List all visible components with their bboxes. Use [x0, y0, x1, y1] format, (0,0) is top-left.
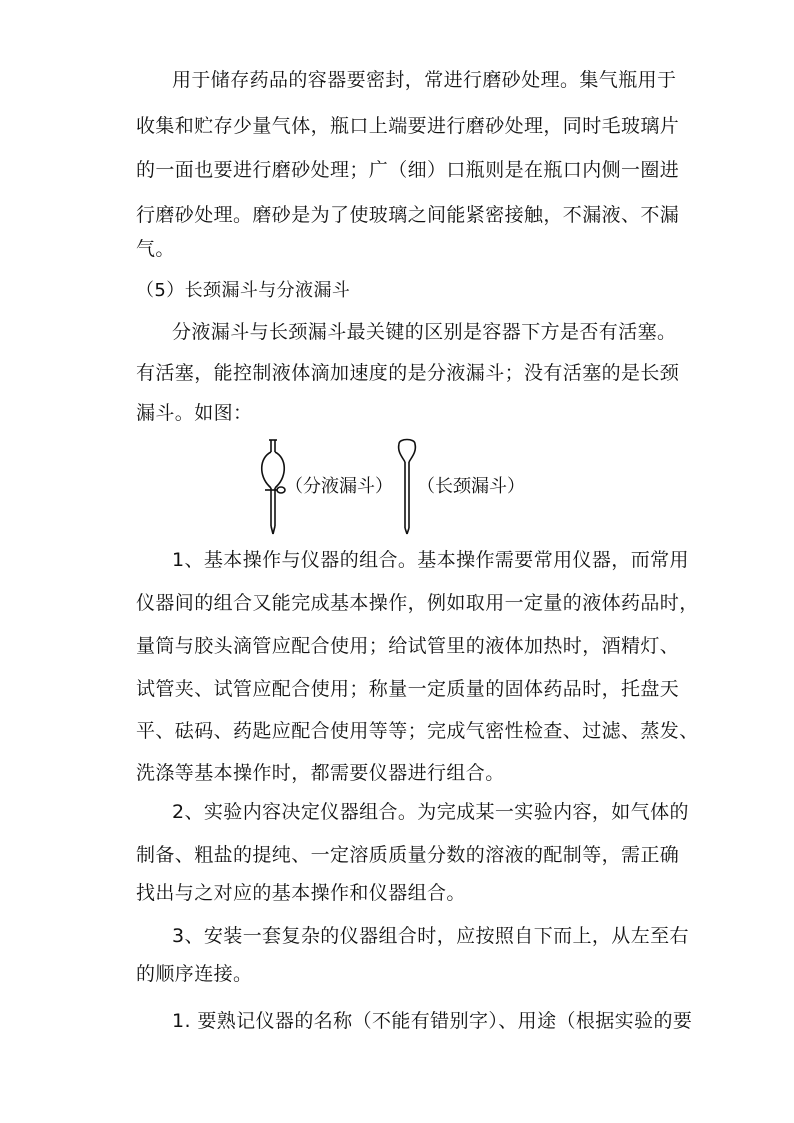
section-heading: （5）长颈漏斗与分液漏斗: [136, 280, 351, 301]
text-line: 制备、粗盐的提纯、一定溶质质量分数的溶液的配制等，需正确: [136, 844, 680, 866]
text-line: 1、基本操作与仪器的组合。基本操作需要常用仪器，而常用: [172, 549, 689, 571]
text-line: 用于储存药品的容器要密封，常进行磨砂处理。集气瓶用于: [172, 69, 677, 91]
text-line: 仪器间的组合又能完成基本操作，例如取用一定量的液体药品时，: [136, 592, 699, 614]
text-line: 的顺序连接。: [136, 963, 253, 985]
text-line: 分液漏斗与长颈漏斗最关键的区别是容器下方是否有活塞。: [172, 321, 677, 343]
long-neck-funnel-icon: [399, 440, 416, 535]
text-line: 气。: [136, 238, 175, 260]
text-line: 漏斗。如图：: [136, 402, 253, 424]
text-line: 行磨砂处理。磨砂是为了使玻璃之间能紧密接触，不漏液、不漏: [136, 204, 680, 226]
text-line: 洗涤等基本操作时，都需要仪器进行组合。: [136, 762, 505, 784]
text-line: 找出与之对应的基本操作和仪器组合。: [136, 882, 466, 904]
funnel-figure: [255, 438, 545, 538]
text-line: 收集和贮存少量气体，瓶口上端要进行磨砂处理，同时毛玻璃片: [136, 115, 680, 137]
text-line: 3、安装一套复杂的仪器组合时，应按照自下而上，从左至右: [172, 925, 689, 947]
separatory-funnel-icon: [262, 440, 285, 534]
text-line: 试管夹、试管应配合使用；称量一定质量的固体药品时，托盘天: [136, 678, 680, 700]
text-line: 2、实验内容决定仪器组合。为完成某一实验内容，如气体的: [172, 801, 689, 823]
separatory-funnel-label: （分液漏斗）: [285, 476, 393, 497]
text-line: 的一面也要进行磨砂处理；广（细）口瓶则是在瓶口内侧一圈进: [136, 159, 680, 181]
long-neck-funnel-label: （长颈漏斗）: [417, 476, 525, 497]
text-line: 1. 要熟记仪器的名称（不能有错别字）、用途（根据实验的要: [172, 1010, 693, 1032]
text-line: 平、砝码、药匙应配合使用等等；完成气密性检查、过滤、蒸发、: [136, 720, 699, 742]
text-line: 有活塞，能控制液体滴加速度的是分液漏斗；没有活塞的是长颈: [136, 362, 680, 384]
text-line: 量筒与胶头滴管应配合使用；给试管里的液体加热时，酒精灯、: [136, 635, 680, 657]
